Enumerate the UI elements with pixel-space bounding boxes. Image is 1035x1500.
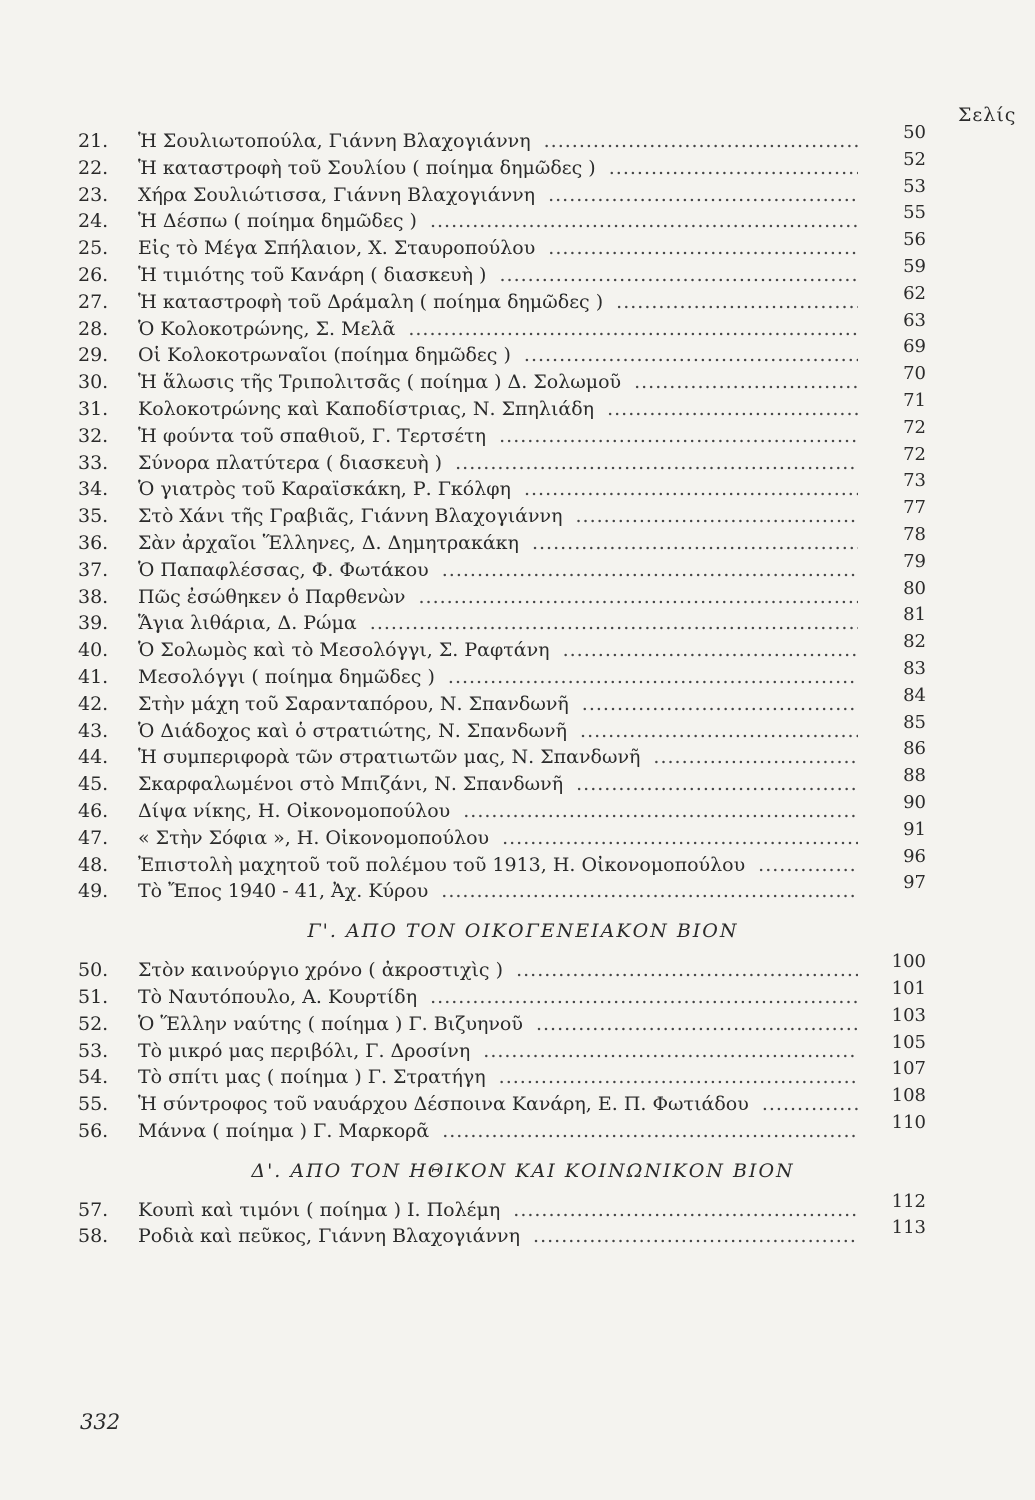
entry-title-text: Τὸ Ναυτόπουλο, Α. Κουρτίδη	[138, 986, 423, 1008]
toc-entry	[78, 363, 928, 396]
entry-page-number: 55	[903, 202, 926, 224]
toc-entry	[78, 336, 928, 369]
toc-entry	[78, 255, 928, 289]
entry-title-text: Κολοκοτρώνης καὶ Καποδίστριας, Ν. Σπηλιάδη	[138, 398, 600, 420]
entry-number: 58.	[78, 1225, 109, 1248]
entry-page-number: 110	[891, 1111, 926, 1133]
entry-title-text: Ἡ καταστροφὴ τοῦ Σουλίου ( ποίημα δημῶδες )	[138, 157, 602, 179]
entry-title-text: « Στὴν Σόφια », Η. Οἰκονομοπούλου	[138, 827, 495, 849]
entry-title	[138, 1038, 858, 1065]
toc-entry	[78, 711, 928, 745]
toc-entry	[78, 765, 928, 798]
entry-title-text: Στὸν καινούργιο χρόνο ( ἀκροστιχὶς )	[138, 959, 509, 981]
entry-page-number: 79	[903, 550, 926, 572]
entry-number: 39.	[78, 612, 109, 635]
entry-number: 34.	[78, 478, 109, 501]
entry-page-number: 108	[891, 1085, 926, 1107]
entry-number: 49.	[78, 880, 109, 903]
entry-title	[138, 557, 858, 584]
entry-page-number: 59	[903, 255, 926, 277]
entry-page-number: 88	[903, 765, 926, 787]
section-heading: Δ'. ΑΠΟ ΤΟΝ ΗΘΙΚΟΝ ΚΑΙ ΚΟΙΝΩΝΙΚΟΝ ΒΙΟΝ	[251, 1159, 795, 1182]
entry-number: 32.	[78, 424, 109, 447]
toc-entry	[78, 202, 928, 235]
entry-title	[138, 1118, 858, 1145]
entry-title-text: Χήρα Σουλιώτισσα, Γιάννη Βλαχογιάννη	[138, 184, 541, 206]
entry-title	[138, 1091, 858, 1118]
entry-number: 40.	[78, 639, 109, 662]
entry-title-text: Ἡ Δέσπω ( ποίημα δημῶδες )	[138, 210, 423, 232]
entry-number: 23.	[78, 183, 109, 206]
entry-title	[138, 610, 858, 637]
entry-title	[138, 530, 858, 557]
toc-entry	[78, 1111, 928, 1145]
entry-title-text: Ὁ Παπαφλέσσας, Φ. Φωτάκου	[138, 559, 435, 581]
entry-title-text: Πῶς ἐσώθηκεν ὁ Παρθενὼν	[138, 586, 411, 608]
entry-title	[138, 664, 858, 691]
toc-entry	[78, 818, 928, 852]
entry-title-text: Σκαρφαλωμένοι στὸ Μπιζάνι, Ν. Σπανδωνῆ	[138, 773, 569, 795]
entry-title	[138, 182, 858, 209]
entry-title-text: Ὁ Ἕλλην ναύτης ( ποίημα ) Γ. Βιζυηνοῦ	[138, 1013, 529, 1035]
entry-page-number: 70	[903, 363, 926, 385]
toc-entry	[78, 951, 928, 984]
toc-entry	[78, 1085, 928, 1118]
toc-entry	[78, 523, 928, 557]
toc-entry	[78, 657, 928, 691]
entry-title	[138, 825, 858, 852]
toc-entry	[78, 977, 928, 1011]
entry-number: 48.	[78, 853, 109, 876]
entry-title-text: Ἡ καταστροφὴ τοῦ Δράμαλη ( ποίημα δημῶδες )	[138, 291, 609, 313]
entry-title	[138, 450, 858, 477]
entry-title-text: Στὴν μάχη τοῦ Σαρανταπόρου, Ν. Σπανδωνῆ	[138, 693, 575, 715]
entry-title	[138, 342, 858, 369]
entry-number: 36.	[78, 531, 109, 554]
entry-title	[138, 316, 858, 343]
entry-page-number: 101	[891, 977, 926, 999]
entry-number: 51.	[78, 985, 109, 1008]
toc-entry	[78, 497, 928, 530]
entry-title	[138, 771, 858, 798]
toc-entry	[78, 389, 928, 423]
entry-page-number: 56	[903, 229, 926, 251]
entry-title-text: Ροδιὰ καὶ πεῦκος, Γιάννη Βλαχογιάννη	[138, 1225, 526, 1247]
entry-title	[138, 1197, 858, 1224]
entry-page-number: 50	[903, 122, 926, 143]
entry-page-number: 100	[891, 951, 926, 973]
entry-page-number: 83	[903, 657, 926, 679]
entry-page-number: 84	[903, 684, 926, 706]
entry-title-text: Ὁ γιατρὸς τοῦ Καραϊσκάκη, Ρ. Γκόλφη	[138, 478, 517, 500]
toc-entry	[78, 684, 928, 718]
entry-title-text: Ἅγια λιθάρια, Δ. Ρώμα	[138, 612, 363, 634]
toc-entry	[78, 845, 928, 879]
entry-title	[138, 423, 858, 450]
section-heading: Γ'. ΑΠΟ ΤΟΝ ΟΙΚΟΓΕΝΕΙΑΚΟΝ ΒΙΟΝ	[307, 920, 739, 943]
toc-entry	[78, 229, 928, 262]
entry-number: 54.	[78, 1066, 109, 1089]
entry-title-text: Σὰν ἀρχαῖοι Ἕλληνες, Δ. Δημητρακάκη	[138, 532, 525, 554]
entry-title	[138, 208, 858, 235]
toc-entry	[78, 1058, 928, 1091]
entry-title	[138, 852, 858, 879]
entry-title-text: Σύνορα πλατύτερα ( διασκευὴ )	[138, 452, 448, 474]
entry-page-number: 96	[903, 845, 926, 867]
entry-title	[138, 584, 858, 611]
entry-page-number: 107	[891, 1058, 926, 1080]
table-of-contents	[78, 122, 928, 1250]
entry-number: 31.	[78, 397, 109, 420]
entry-title-text: Ἐπιστολὴ μαχητοῦ τοῦ πολέμου τοῦ 1913, Η. Οἰκονομοπούλου	[138, 854, 751, 876]
entry-title	[138, 878, 858, 905]
entry-number: 27.	[78, 290, 109, 313]
toc-entry	[78, 416, 928, 450]
entry-title-text: Μεσολόγγι ( ποίημα δημῶδες )	[138, 666, 441, 688]
entry-page-number: 63	[903, 309, 926, 331]
entry-title	[138, 984, 858, 1011]
entry-page-number: 85	[903, 711, 926, 733]
entry-number: 26.	[78, 263, 109, 286]
entry-number: 42.	[78, 692, 109, 715]
page-column-label: Σελίς	[958, 104, 1017, 126]
toc-entry	[78, 791, 928, 825]
entry-title	[138, 503, 858, 530]
entry-number: 53.	[78, 1039, 109, 1062]
entry-title-text: Στὸ Χάνι τῆς Γραβιᾶς, Γιάννη Βλαχογιάννη	[138, 505, 568, 527]
entry-title-text: Ἡ φούντα τοῦ σπαθιοῦ, Γ. Τερτσέτη	[138, 425, 492, 447]
toc-entry	[78, 872, 928, 905]
entry-page-number: 103	[891, 1004, 926, 1026]
entry-page-number: 77	[903, 497, 926, 519]
entry-number: 44.	[78, 746, 109, 769]
entry-number: 56.	[78, 1119, 109, 1142]
toc-entry	[78, 443, 928, 477]
toc-entry	[78, 577, 928, 611]
entry-number: 52.	[78, 1012, 109, 1035]
entry-page-number: 80	[903, 577, 926, 599]
entry-title	[138, 718, 858, 745]
entry-number: 50.	[78, 959, 109, 982]
toc-entry	[78, 1004, 928, 1038]
entry-number: 47.	[78, 826, 109, 849]
entry-title-text: Ὁ Κολοκοτρώνης, Σ. Μελᾶ	[138, 318, 401, 340]
entry-number: 55.	[78, 1093, 109, 1116]
entry-title-text: Ἡ τιμιότης τοῦ Κανάρη ( διασκευὴ )	[138, 264, 492, 286]
entry-page-number: 72	[903, 443, 926, 465]
entry-page-number: 62	[903, 282, 926, 304]
toc-entry	[78, 309, 928, 343]
entry-title	[138, 798, 858, 825]
entry-title-text: Μάννα ( ποίημα ) Γ. Μαρκορᾶ	[138, 1120, 435, 1142]
entry-page-number: 82	[903, 631, 926, 653]
toc-entry	[78, 282, 928, 316]
entry-number: 41.	[78, 665, 109, 688]
entry-number: 29.	[78, 344, 109, 367]
entry-title	[138, 289, 858, 316]
toc-entry	[78, 550, 928, 584]
toc-entry	[78, 148, 928, 182]
entry-title	[138, 235, 858, 262]
entry-page-number: 81	[903, 604, 926, 626]
entry-number: 38.	[78, 585, 109, 608]
entry-title-text: Κουπὶ καὶ τιμόνι ( ποίημα ) Ι. Πολέμη	[138, 1199, 506, 1221]
entry-page-number: 105	[891, 1031, 926, 1053]
entry-number: 28.	[78, 317, 109, 340]
entry-number: 43.	[78, 719, 109, 742]
entry-title	[138, 691, 858, 718]
entry-title-text: Ἡ σύντροφος τοῦ ναυάρχου Δέσποινα Κανάρη, Ε. Π. Φωτιάδου	[138, 1093, 755, 1115]
entry-title	[138, 957, 858, 984]
entry-title	[138, 1223, 858, 1250]
entry-number: 33.	[78, 451, 109, 474]
toc-entry	[78, 1217, 928, 1250]
entry-title	[138, 155, 858, 182]
entry-number: 24.	[78, 210, 109, 233]
entry-page-number: 97	[903, 872, 926, 894]
entry-page-number: 52	[903, 148, 926, 170]
toc-entry	[78, 738, 928, 771]
toc-entry	[78, 470, 928, 503]
entry-title-text: Ὁ Διάδοχος καὶ ὁ στρατιώτης, Ν. Σπανδωνῆ	[138, 720, 573, 742]
entry-title-text: Ἡ Σουλιωτοπούλα, Γιάννη Βλαχογιάννη	[138, 130, 537, 152]
toc-entry	[78, 604, 928, 637]
entry-title-text: Ὁ Σολωμὸς καὶ τὸ Μεσολόγγι, Σ. Ραφτάνη	[138, 639, 556, 661]
entry-title	[138, 1011, 858, 1038]
entry-title-text: Ἡ συμπεριφορὰ τῶν στρατιωτῶν μας, Ν. Σπανδωνῆ	[138, 746, 646, 768]
entry-page-number: 72	[903, 416, 926, 438]
entry-page-number: 69	[903, 336, 926, 358]
entry-title	[138, 476, 858, 503]
toc-entry	[78, 122, 928, 155]
toc-entry	[78, 175, 928, 209]
entry-number: 25.	[78, 237, 109, 260]
entry-number: 35.	[78, 505, 109, 528]
entry-title-text: Τὸ μικρό μας περιβόλι, Γ. Δροσίνη	[138, 1040, 476, 1062]
entry-title	[138, 637, 858, 664]
entry-number: 22.	[78, 156, 109, 179]
page-number: 332	[80, 1410, 121, 1434]
entry-title-text: Οἱ Κολοκοτρωναῖοι (ποίημα δημῶδες )	[138, 344, 517, 366]
entry-title-text: Δίψα νίκης, Η. Οἰκονομοπούλου	[138, 800, 456, 822]
entry-title	[138, 744, 858, 771]
entry-page-number: 112	[891, 1190, 926, 1212]
entry-page-number: 73	[903, 470, 926, 492]
entry-title-text: Τὸ σπίτι μας ( ποίημα ) Γ. Στρατήγη	[138, 1066, 492, 1088]
entry-title-text: Τὸ Ἔπος 1940 - 41, Ἀχ. Κύρου	[138, 880, 434, 902]
entry-page-number: 78	[903, 523, 926, 545]
toc-entry	[78, 1031, 928, 1065]
entry-title-text: Εἰς τὸ Μέγα Σπήλαιον, Χ. Σταυροπούλου	[138, 237, 541, 259]
entry-page-number: 71	[903, 389, 926, 411]
entry-page-number: 113	[891, 1217, 926, 1239]
entry-number: 30.	[78, 371, 109, 394]
entry-title	[138, 128, 858, 155]
toc-entry	[78, 631, 928, 664]
entry-title	[138, 396, 858, 423]
entry-number: 57.	[78, 1198, 109, 1221]
entry-number: 46.	[78, 799, 109, 822]
entry-page-number: 86	[903, 738, 926, 760]
entry-title	[138, 369, 858, 396]
entry-number: 37.	[78, 558, 109, 581]
entry-page-number: 90	[903, 791, 926, 813]
entry-title	[138, 262, 858, 289]
entry-number: 21.	[78, 130, 109, 152]
entry-page-number: 91	[903, 818, 926, 840]
entry-number: 45.	[78, 773, 109, 796]
toc-entry	[78, 1190, 928, 1224]
entry-page-number: 53	[903, 175, 926, 197]
entry-title	[138, 1064, 858, 1091]
entry-title-text: Ἡ ἅλωσις τῆς Τριπολιτσᾶς ( ποίημα ) Δ. Σολωμοῦ	[138, 371, 627, 393]
